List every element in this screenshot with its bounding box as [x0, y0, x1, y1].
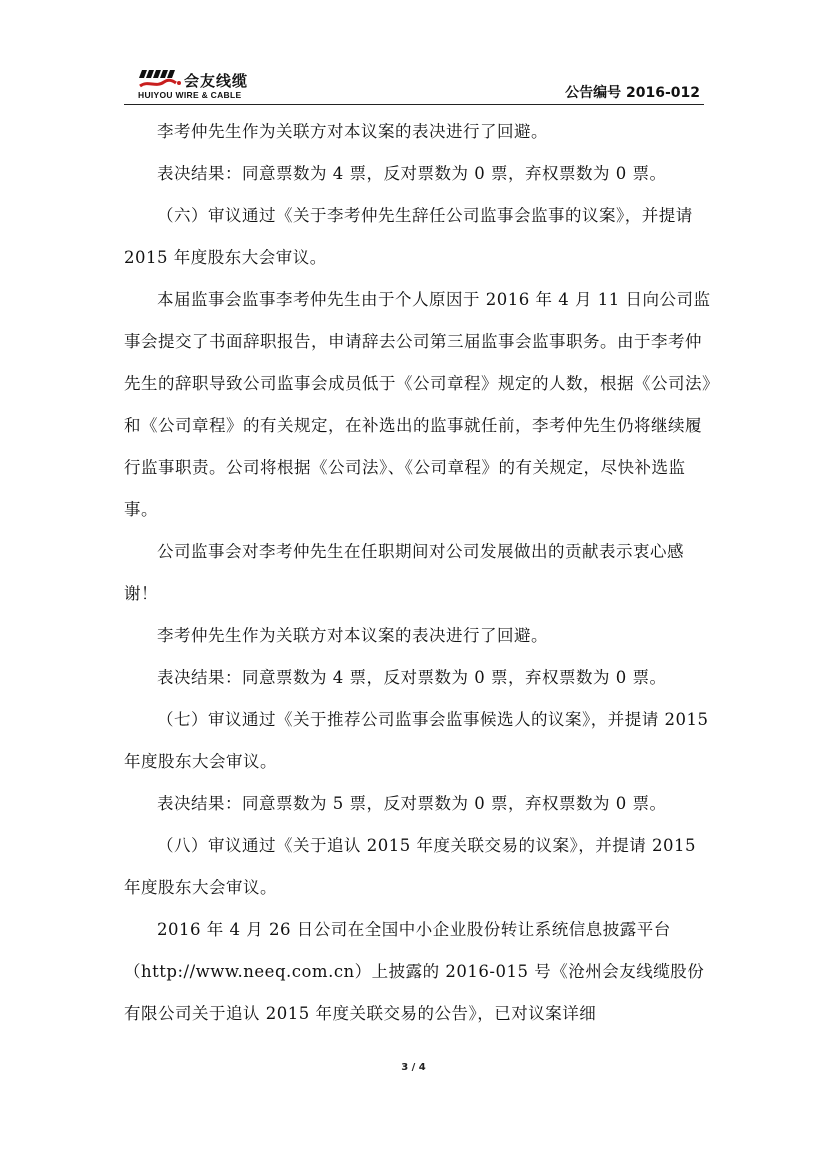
paragraph: 2016 年 4 月 26 日公司在全国中小企业股份转让系统信息披露平台（http://www.neeq.com.cn）上披露的 2016-015 号《沧州会友线缆股份有限公司关于追认 2015 年度关联交易的公告》，已对议案详细 [124, 920, 705, 1023]
document-body [124, 111, 714, 1035]
paragraph: 表决结果：同意票数为 4 票，反对票数为 0 票，弃权票数为 0 票。 [157, 668, 667, 687]
logo-text-cn: 会友线缆 [184, 72, 249, 90]
page-header [124, 60, 704, 104]
paragraph: （六）审议通过《关于李考仲先生辞任公司监事会监事的议案》，并提请 2015 年度股东大会审议。 [124, 206, 693, 267]
paragraph: 本届监事会监事李考仲先生由于个人原因于 2016 年 4 月 11 日向公司监事会提交了书面辞职报告，申请辞去公司第三届监事会监事职务。由于李考仲先生的辞职导致公司监事会成员低于《公司章程》规定的人数，根据《公司法》和《公司章程》的有关规定，在补选出的监事就任前，李考仲先生仍将继续履行监事职责。公司将根据《公司法》、《公司章程》的有关规定，尽快补选监事。 [124, 290, 711, 519]
paragraph: 表决结果：同意票数为 4 票，反对票数为 0 票，弃权票数为 0 票。 [157, 164, 667, 183]
paragraph: 李考仲先生作为关联方对本议案的表决进行了回避。 [157, 122, 548, 141]
paragraph: 李考仲先生作为关联方对本议案的表决进行了回避。 [157, 626, 548, 645]
logo-mark-icon [138, 68, 182, 90]
paragraph: 表决结果：同意票数为 5 票，反对票数为 0 票，弃权票数为 0 票。 [157, 794, 667, 813]
announcement-number: 公告编号 2016-012 [565, 85, 700, 101]
paragraph: （七）审议通过《关于推荐公司监事会监事候选人的议案》，并提请 2015 年度股东大会审议。 [124, 710, 709, 771]
company-logo [136, 66, 306, 102]
logo-text-en: HUIYOU WIRE & CABLE [138, 90, 242, 100]
page-number: 3 / 4 [401, 1062, 426, 1073]
header-divider [124, 104, 704, 105]
paragraph: （八）审议通过《关于追认 2015 年度关联交易的议案》，并提请 2015 年度股东大会审议。 [124, 836, 696, 897]
paragraph: 公司监事会对李考仲先生在任职期间对公司发展做出的贡献表示衷心感谢！ [124, 542, 684, 603]
